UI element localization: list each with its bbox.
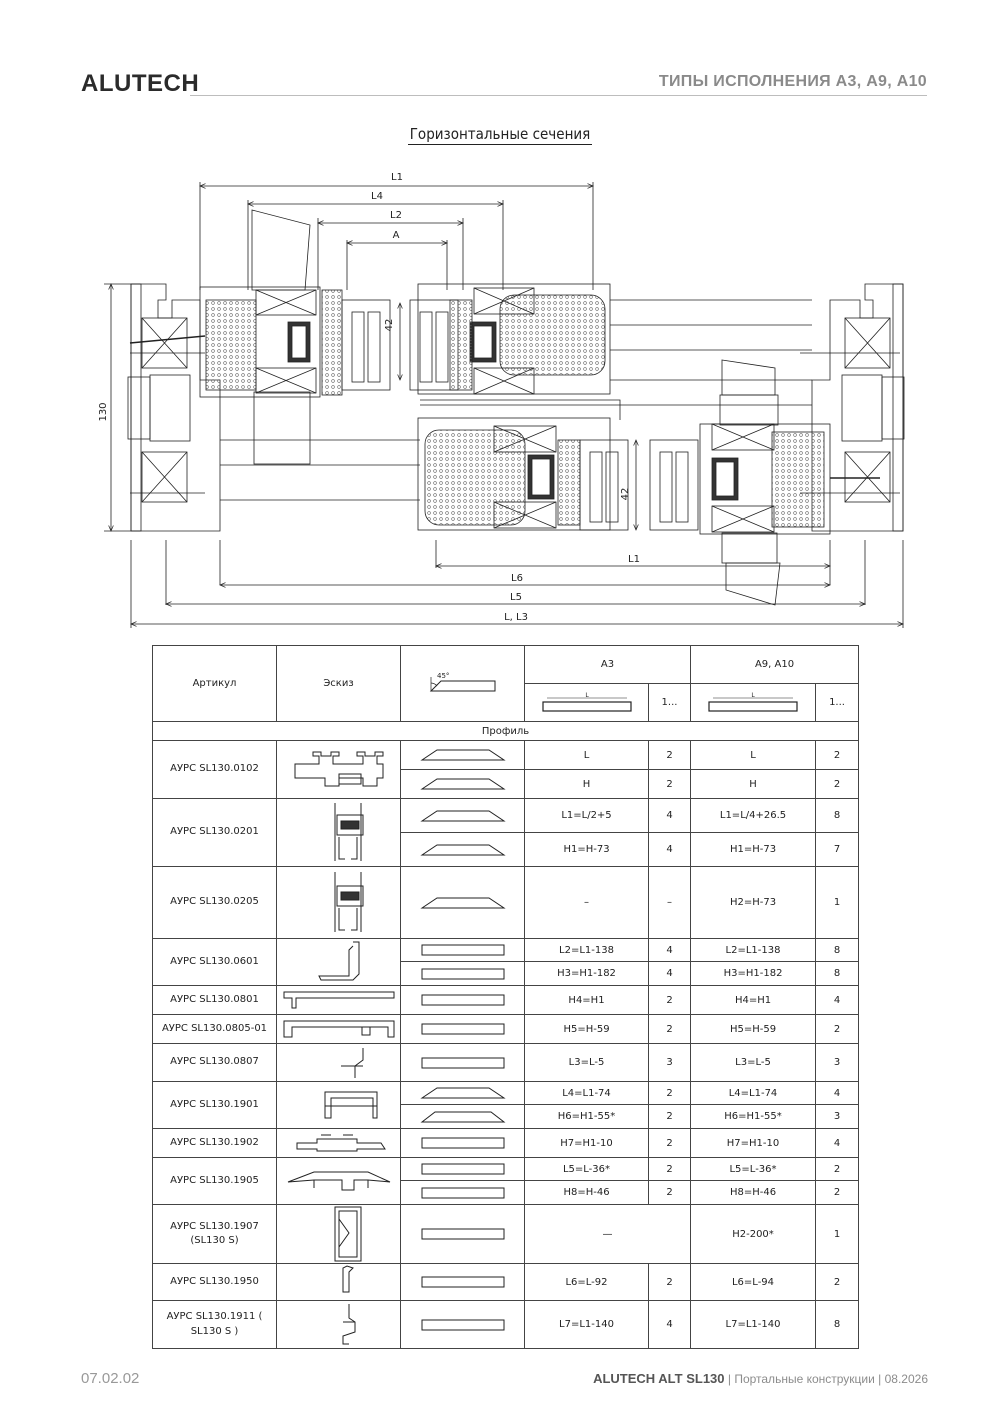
article-cell [153,939,277,986]
profile-sketch-sl130-0805-01 [277,1015,401,1044]
a9-a10-qty: 8 [816,962,859,986]
a3-formula: L3=L-5 [525,1044,649,1082]
a3-formula: H [525,770,649,799]
a9-a10-formula: H5=H-59 [691,1015,816,1044]
a9-a10-qty: 8 [816,1301,859,1349]
cut-label-a9-a10: L [751,691,755,699]
article-text: АУРС SL130.0805-01 [161,1022,268,1034]
article-text: АУРС SL130.0807 [170,1056,259,1068]
a9-a10-qty: 8 [816,799,859,833]
table-row [153,1264,859,1301]
a3-formula: L1=L/2+5 [525,799,649,833]
a9-a10-qty: 7 [816,833,859,867]
a3-qty: 2 [649,770,691,799]
profile-sketch-sl130-1907-sl130-s [277,1205,401,1264]
a3-formula: H4=H1 [525,986,649,1015]
article-cell [153,799,277,867]
a9-a10-qty: 2 [816,741,859,770]
a9-a10-qty: 2 [816,1015,859,1044]
page-title: ТИПЫ ИСПОЛНЕНИЯ А3, А9, А10 [658,73,927,90]
horizontal-section-drawing [100,160,910,635]
a9-a10-qty: 4 [816,1129,859,1158]
cut-shape [401,1264,525,1301]
header-group-a3: А3 [525,646,691,684]
a3-qty: 4 [649,962,691,986]
a3-formula: H7=H1-10 [525,1129,649,1158]
a9-a10-formula: L2=L1-138 [691,939,816,962]
a3-qty: 4 [649,1301,691,1349]
article-text: АУРС SL130.1905 [170,1174,259,1186]
table-row [153,986,859,1015]
profile-sketch-sl130-1911-sl130-s [277,1301,401,1349]
a3-qty: 4 [649,799,691,833]
spec-body [153,741,859,1349]
profile-sketch-sl130-1905 [277,1158,401,1205]
a9-a10-formula: L3=L-5 [691,1044,816,1082]
profile-sketch-sl130-0102 [277,741,401,799]
a9-a10-formula: L4=L1-74 [691,1082,816,1105]
header-qty-a9-a10: 1... [816,684,859,722]
a9-a10-formula: H6=H1-55* [691,1105,816,1129]
section-label-profile: Профиль [153,722,859,741]
angle-label: 45° [436,671,449,680]
a9-a10-formula: H2-200* [691,1205,816,1264]
a9-a10-formula: H2=H-73 [691,867,816,939]
cut-shape [401,1205,525,1264]
a3-qty: 2 [649,1181,691,1205]
a9-a10-formula: H3=H1-182 [691,962,816,986]
page-number: 07.02.02 [81,1370,140,1387]
profile-sketch-sl130-1950 [277,1264,401,1301]
cut-shape [401,962,525,986]
brand-logo: ALUTECH [81,70,200,97]
cut-shape [401,867,525,939]
cut-shape [401,1044,525,1082]
article-cell [153,1015,277,1044]
cut-shape [401,1105,525,1129]
cut-shape [401,833,525,867]
table-row [153,867,859,939]
article-text: АУРС SL130.0205 [170,896,259,908]
header-qty-a3: 1... [649,684,691,722]
header-group-a9-a10: А9, А10 [691,646,859,684]
a3-qty: 2 [649,1264,691,1301]
table-row [153,1301,859,1349]
a3-formula: L [525,741,649,770]
table-row [153,1015,859,1044]
a9-a10-qty: 4 [816,986,859,1015]
dim-L-L3: L, L3 [504,612,528,623]
footer-product: ALUTECH ALT SL130 [593,1371,725,1386]
a3-qty: 2 [649,1105,691,1129]
a9-a10-formula: H8=H-46 [691,1181,816,1205]
dim-130: 130 [98,402,109,422]
a9-a10-formula: H4=H1 [691,986,816,1015]
a3-qty: 2 [649,1129,691,1158]
a3-qty: 2 [649,1158,691,1181]
a9-a10-qty: 2 [816,770,859,799]
profile-spec-table [152,645,859,1349]
cut-shape [401,939,525,962]
article-cell [153,741,277,799]
a3-formula: H8=H-46 [525,1181,649,1205]
cut-shape [401,1301,525,1349]
a3-formula: L6=L-92 [525,1264,649,1301]
a9-a10-formula: H1=H-73 [691,833,816,867]
article-cell [153,1301,277,1349]
article-text: АУРС SL130.1950 [170,1275,259,1287]
a9-a10-qty: 3 [816,1105,859,1129]
profile-sketch-sl130-1901 [277,1082,401,1129]
dim-L1-top: L1 [391,172,403,183]
a9-a10-formula: L6=L-94 [691,1264,816,1301]
a9-a10-formula: L5=L-36* [691,1158,816,1181]
cut-shape [401,1181,525,1205]
dim-L4: L4 [371,191,383,202]
a9-a10-qty: 2 [816,1181,859,1205]
profile-sketch-sl130-0807 [277,1044,401,1082]
cut-shape [401,799,525,833]
article-cell [153,1264,277,1301]
article-text: АУРС SL130.0201 [170,826,259,838]
a3-qty: 2 [649,1082,691,1105]
table-row [153,1158,859,1181]
dim-L5: L5 [510,592,522,603]
a9-a10-qty: 1 [816,1205,859,1264]
dim-A: A [392,230,400,241]
a3-formula: L5=L-36* [525,1158,649,1181]
a9-a10-qty: 3 [816,1044,859,1082]
article-cell [153,867,277,939]
profile-sketch-sl130-0801 [277,986,401,1015]
article-cell [153,1158,277,1205]
profile-sketch-sl130-0601 [277,939,401,986]
footer-caption [593,1371,928,1386]
article-cell [153,1205,277,1264]
a3-formula: – [525,867,649,939]
a9-a10-formula: L [691,741,816,770]
section-title [0,125,1000,144]
article-text: АУРС SL130.0801 [170,993,259,1005]
dim-42-lower: 42 [620,487,631,501]
a3-qty: 2 [649,1015,691,1044]
a9-a10-formula: L7=L1-140 [691,1301,816,1349]
a3-formula: L7=L1-140 [525,1301,649,1349]
profile-sketch-sl130-1902 [277,1129,401,1158]
cut-shape [401,1158,525,1181]
a3-formula: H6=H1-55* [525,1105,649,1129]
a9-a10-formula: H [691,770,816,799]
a9-a10-formula: H7=H1-10 [691,1129,816,1158]
a3-qty: 4 [649,939,691,962]
cut-shape [401,770,525,799]
a3-qty: – [649,867,691,939]
cut-shape [401,741,525,770]
table-row [153,799,859,833]
dim-L6: L6 [511,573,523,584]
table-row [153,741,859,770]
a3-formula: L4=L1-74 [525,1082,649,1105]
a3-qty: 2 [649,986,691,1015]
header-cut-a9-a10 [691,684,816,722]
a3-formula: H5=H-59 [525,1015,649,1044]
header-rule [190,95,927,96]
article-cell [153,1082,277,1129]
table-row [153,1044,859,1082]
header-article: Артикул [153,646,277,722]
a3-formula: H1=H-73 [525,833,649,867]
a9-a10-qty: 1 [816,867,859,939]
article-cell [153,986,277,1015]
article-cell [153,1044,277,1082]
article-text: АУРС SL130.1901 [170,1098,259,1110]
cut-shape [401,1082,525,1105]
header-sketch: Эскиз [277,646,401,722]
cut-label-a3: L [584,691,589,699]
article-text: АУРС SL130.1902 [170,1136,259,1148]
a3-qty: 3 [649,1044,691,1082]
a9-a10-formula: L1=L/4+26.5 [691,799,816,833]
a9-a10-qty: 8 [816,939,859,962]
dim-L1-bottom: L1 [628,554,640,565]
cut-shape [401,986,525,1015]
footer-rest: | Портальные конструкции | 08.2026 [724,1372,928,1386]
table-row [153,939,859,962]
a3-formula: H3=H1-182 [525,962,649,986]
article-text: АУРС SL130.1911 ( SL130 S ) [166,1311,263,1337]
section-title-text: Горизонтальные сечения [409,125,591,143]
dim-42-upper: 42 [384,318,395,332]
profile-sketch-sl130-0205 [277,867,401,939]
header-angle-cut [401,646,525,722]
a3-qty: 2 [649,741,691,770]
profile-sketch-sl130-0201 [277,799,401,867]
table-row [153,1129,859,1158]
table-row [153,1082,859,1105]
header-cut-a3 [525,684,649,722]
a3-formula: — [525,1205,691,1264]
article-text: АУРС SL130.0102 [170,763,259,775]
dim-L2: L2 [390,210,402,221]
article-cell [153,1129,277,1158]
cut-shape [401,1015,525,1044]
a9-a10-qty: 4 [816,1082,859,1105]
a9-a10-qty: 2 [816,1158,859,1181]
article-text: АУРС SL130.0601 [170,955,259,967]
article-text: АУРС SL130.1907 (SL130 S) [170,1220,259,1246]
a9-a10-qty: 2 [816,1264,859,1301]
a3-formula: L2=L1-138 [525,939,649,962]
cut-shape [401,1129,525,1158]
table-row [153,1205,859,1264]
a3-qty: 4 [649,833,691,867]
